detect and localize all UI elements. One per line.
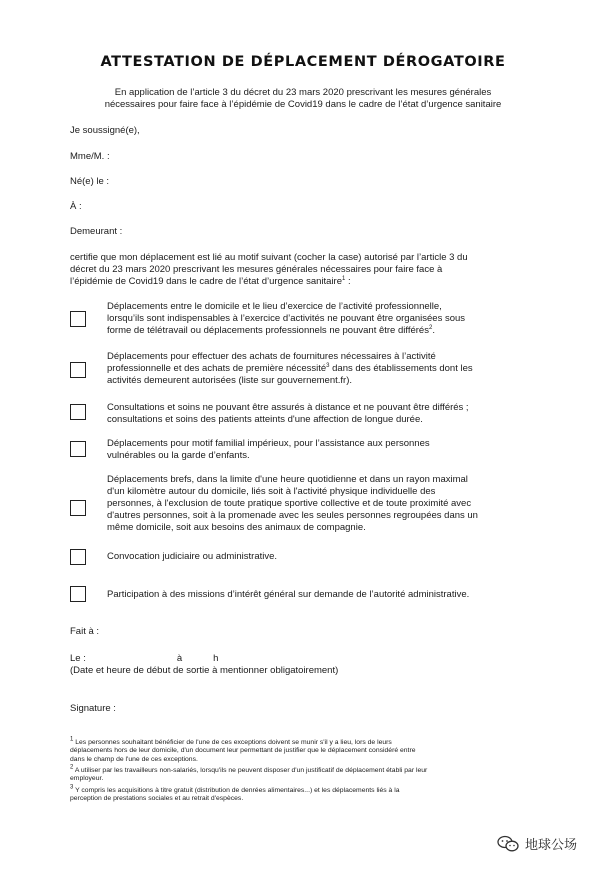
footnote-line: déplacements hors de leur domicile, d'un document leur permettant de justifier que le déplacement considéré entre (70, 747, 416, 755)
intro-text (60, 87, 546, 111)
option-line: Déplacements brefs, dans la limite d'une heure quotidienne et dans un rayon maximal (107, 474, 468, 485)
intro-line-1: En application de l’article 3 du décret du 23 mars 2020 prescrivant les mesures générales (114, 87, 492, 98)
footnote-line (70, 784, 540, 795)
checkbox-exercise[interactable] (70, 500, 86, 516)
option-line: consultations et soins des patients atteints d'une affection de longue durée. (107, 414, 423, 425)
checkbox-professional[interactable] (70, 311, 86, 327)
option-line: personnes, à l'exclusion de toute pratique sportive collective et de toute proximité avec (107, 498, 472, 509)
footnote-line (70, 736, 540, 747)
option-line-text: forme de télétravail ou déplacements professionnels ne pouvant être différés (107, 325, 429, 336)
undersigned-label: Je soussigné(e), (70, 125, 140, 136)
option-line: Déplacements pour motif familial impérieux, pour l’assistance aux personnes (107, 438, 430, 449)
option-line: lorsqu’ils sont indispensables à l’exercice d’activités ne pouvant être organisées sous (107, 313, 466, 324)
checkbox-judicial[interactable] (70, 549, 86, 565)
certify-line-3-text: l’épidémie de Covid19 dans le cadre de l’état d’urgence sanitaire (70, 276, 342, 287)
option-judicial (107, 551, 540, 563)
option-line-text: dans des établissements dont les (329, 363, 473, 374)
watermark (497, 834, 577, 853)
option-professional (107, 301, 540, 337)
option-line: d'autres personnes, soit à la promenade avec les seules personnes regroupées dans un (107, 510, 478, 521)
footnote-text: A utiliser par les travailleurs non-salariés, lorsqu'ils ne peuvent disposer d'un justificatif de déplacement établi par leur (73, 767, 428, 774)
option-purchases (107, 351, 540, 387)
checkbox-general-interest[interactable] (70, 586, 86, 602)
option-exercise (107, 474, 540, 534)
checkbox-family[interactable] (70, 441, 86, 457)
footnote-3 (70, 784, 540, 804)
option-line: Participation à des missions d’intérêt général sur demande de l’autorité administrative. (107, 589, 470, 600)
footnote-1 (70, 736, 540, 764)
option-line: activités demeurent autorisées (liste sur gouvernement.fr). (107, 375, 352, 386)
birthplace-field-label: À : (70, 201, 82, 212)
watermark-text: 地球公场 (525, 837, 578, 852)
option-family (107, 438, 540, 462)
checkbox-purchases[interactable] (70, 362, 86, 378)
certify-line-3 (70, 276, 540, 288)
option-line (107, 325, 540, 337)
option-line: vulnérables ou la garde d’enfants. (107, 450, 250, 461)
footnote-number: 3 (70, 784, 74, 791)
option-line-text: professionnelle et des achats de première nécessité (107, 363, 327, 374)
option-general-interest (107, 589, 540, 601)
footnote-ref-2: 2 (428, 324, 433, 331)
option-line: Convocation judiciaire ou administrative. (107, 551, 278, 562)
option-line-tail: . (432, 325, 435, 336)
checkbox-health[interactable] (70, 404, 86, 420)
footnote-line: perception de prestations sociales et au retrait d'espèces. (70, 795, 244, 803)
address-field-label: Demeurant : (70, 226, 123, 237)
option-line: Déplacements entre le domicile et le lieu d’exercice de l’activité professionnelle, (107, 301, 442, 312)
date-note: (Date et heure de début de sortie à mentionner obligatoirement) (70, 665, 339, 676)
made-at-label: Fait à : (70, 626, 100, 637)
footnote-number: 1 (70, 736, 74, 743)
certify-line-1: certifie que mon déplacement est lié au motif suivant (cocher la case) autorisé par l’article 3 du (70, 252, 468, 263)
footnote-text: Les personnes souhaitant bénéficier de l'une de ces exceptions doivent se munir s'il y a lieu, lors de leurs (73, 739, 392, 746)
option-line: même domicile, soit aux besoins des animaux de compagnie. (107, 522, 366, 533)
date-at-label: à (176, 653, 183, 664)
date-line (70, 653, 218, 665)
intro-line-2: nécessaires pour faire face à l’épidémie de Covid19 dans le cadre de l’état d’urgence sanitaire (104, 99, 502, 110)
footnote-line (70, 764, 540, 775)
option-line: Déplacements pour effectuer des achats de fournitures nécessaires à l’activité (107, 351, 436, 362)
name-field-label: Mme/M. : (70, 151, 110, 162)
certify-paragraph (70, 252, 540, 288)
birthdate-field-label: Né(e) le : (70, 176, 110, 187)
certify-line-2: décret du 23 mars 2020 prescrivant les mesures générales nécessaires pour faire face à (70, 264, 443, 275)
date-label: Le : (70, 653, 86, 664)
footnote-number: 2 (70, 764, 74, 771)
chat-bubble-icon (497, 835, 519, 853)
certify-line-3-tail: : (345, 276, 351, 287)
footnote-line: employeur. (70, 775, 104, 783)
footnote-ref-3: 3 (326, 362, 330, 369)
option-health (107, 402, 540, 426)
option-line (107, 363, 540, 375)
footnote-text: Y compris les acquisitions à titre gratuit (distribution de denrées alimentaires...) et les déplacements liés à la (73, 787, 400, 794)
footnote-line: dans le champ de l'une de ces exceptions. (70, 755, 198, 763)
option-line: Consultations et soins ne pouvant être assurés à distance et ne pouvant être différés ; (107, 402, 469, 413)
signature-label: Signature : (70, 703, 116, 714)
date-hour-label: h (213, 653, 219, 664)
footnote-ref-1: 1 (341, 275, 346, 282)
document-title: ATTESTATION DE DÉPLACEMENT DÉROGATOIRE (100, 54, 506, 70)
footnote-2 (70, 764, 540, 784)
option-line: d'un kilomètre autour du domicile, liés soit à l'activité physique individuelle des (107, 486, 436, 497)
